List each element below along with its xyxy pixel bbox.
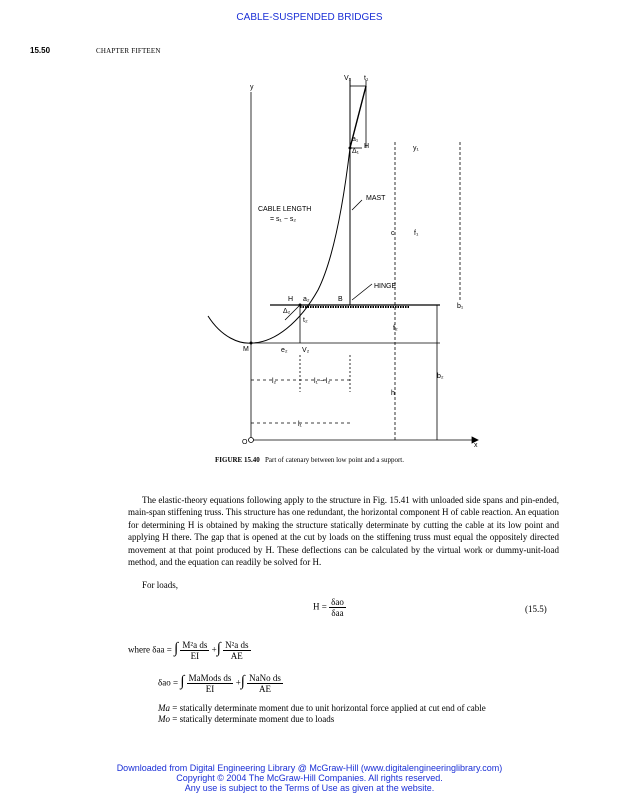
footer xyxy=(0,763,619,793)
b2-label: b₂ xyxy=(437,373,444,380)
footer-line-3[interactable]: Any use is subject to the Terms of Use as given at the website. xyxy=(184,783,435,793)
body-paragraph: The elastic-theory equations following apply to the structure in Fig. 15.41 with unloaded side spans and pin-ended, main-span stiffening truss. This structure has one redundant, the horizontal component H of cable reaction. An equation for determining H is obtained by making the structure statically determinate by cutting the cable at its low point and applying H there. The gap that is opened at the cut by loads on the stiffening truss must equal the oppositely directed movement at that point produced by H. These deflections can be calculated by the virtual work or dummy-unit-load method, and the equation can readily be solved for H. xyxy=(128,495,559,568)
c-label: c xyxy=(391,230,395,237)
definition-ma xyxy=(158,703,486,713)
eq-main-numerator: δao xyxy=(331,597,344,607)
eq-daa-t1-den: EI xyxy=(190,651,200,661)
definition-mo-text: = statically determinate moment due to loads xyxy=(172,714,335,724)
hinge-label: HINGE xyxy=(374,283,397,290)
a1-label: a₁ xyxy=(352,136,359,143)
figure-caption xyxy=(0,456,619,464)
l1-l2-label: l₁ − l₂ xyxy=(314,378,331,385)
a2-label: a₂ xyxy=(303,296,310,303)
running-header: CABLE-SUSPENDED BRIDGES xyxy=(236,12,383,23)
point-m-label: M xyxy=(243,346,249,353)
y-axis-label: y xyxy=(250,84,254,91)
eq-daa-t2-den: AE xyxy=(230,651,243,661)
f1-label: f₁ xyxy=(414,230,419,237)
footer-line-1[interactable]: Downloaded from Digital Engineering Library @ McGraw-Hill (www.digitalengineeringlibrary.com) xyxy=(116,763,503,773)
eq-dao-t2-den: AE xyxy=(259,684,271,694)
eq-daa-t2-num: N²a ds xyxy=(225,640,249,650)
f2-label: f₂ xyxy=(393,325,398,332)
chapter-title: CHAPTER FIFTEEN xyxy=(96,47,161,55)
l1-label: l₁ xyxy=(298,421,302,428)
origin-label: O xyxy=(242,439,248,446)
t2-label: t₂ xyxy=(303,317,308,324)
cable-length-formula: = s₁ − s₂ xyxy=(270,216,297,223)
eq-dao-lhs: δao = xyxy=(158,677,179,688)
eq-dao-t1-den: EI xyxy=(205,684,215,694)
catenary-cable xyxy=(208,148,350,343)
cable-length-label: CABLE LENGTH xyxy=(258,206,312,213)
equation-delta-aa: where δaa = ∫ $\frac{\text{M²a ds}}{EI}$ +∫ $\frac{\text{N²a ds}}{AE}$ xyxy=(128,640,249,661)
eq-dao-t1-num: MaMods ds xyxy=(188,673,232,683)
definition-mo xyxy=(158,714,334,724)
mast-label: MAST xyxy=(366,195,386,202)
page-number: 15.50 xyxy=(30,46,51,55)
definition-ma-text: = statically determinate moment due to unit horizontal force applied at cut end of cable xyxy=(172,703,486,713)
definition-ma-symbol: Ma xyxy=(158,703,170,713)
h-right-label: H xyxy=(364,143,370,150)
eq-where: where xyxy=(128,644,150,655)
point-h-label: H xyxy=(288,296,294,303)
x-axis-label: x xyxy=(474,442,478,449)
eq-main-denominator: δaa xyxy=(331,608,344,618)
h-mid-label: h xyxy=(391,390,395,397)
point-b-label: B xyxy=(338,296,343,303)
eq-daa-lhs: δaa = xyxy=(152,644,172,655)
figure-caption-text: Part of catenary between low point and a support. xyxy=(264,456,404,464)
e2-label: e₂ xyxy=(281,347,288,354)
definition-mo-symbol: Mo xyxy=(158,714,170,724)
for-loads-text: For loads, xyxy=(142,580,178,590)
delta2-label: Δ₂ xyxy=(283,308,291,315)
delta1-label: Δ₁ xyxy=(352,148,360,155)
eq-dao-t2-num: NaNo ds xyxy=(249,673,281,683)
eq-daa-t1-num: M²a ds xyxy=(182,640,208,650)
equation-delta-ao: δao = ∫ $\frac{\text{MaMods ds}}{EI}$ +∫ $\frac{\text{NaNo ds}}{AE}$ xyxy=(158,673,281,694)
l2-left-label: l₂ xyxy=(272,378,277,385)
y1-label: y₁ xyxy=(413,145,419,152)
b1-label: b₁ xyxy=(457,303,464,310)
equation-number: (15.5) xyxy=(525,604,547,614)
footer-line-2: Copyright © 2004 The McGraw-Hill Companies. All rights reserved. xyxy=(176,773,443,783)
equation-15-5 xyxy=(313,597,346,618)
figure-caption-label: FIGURE 15.40 xyxy=(215,456,260,464)
v2-label: V₂ xyxy=(302,347,310,354)
v1-label: V₁ xyxy=(344,75,352,82)
eq-main-lhs: H = xyxy=(313,601,327,612)
t1-top-label: t₁ xyxy=(364,75,369,82)
